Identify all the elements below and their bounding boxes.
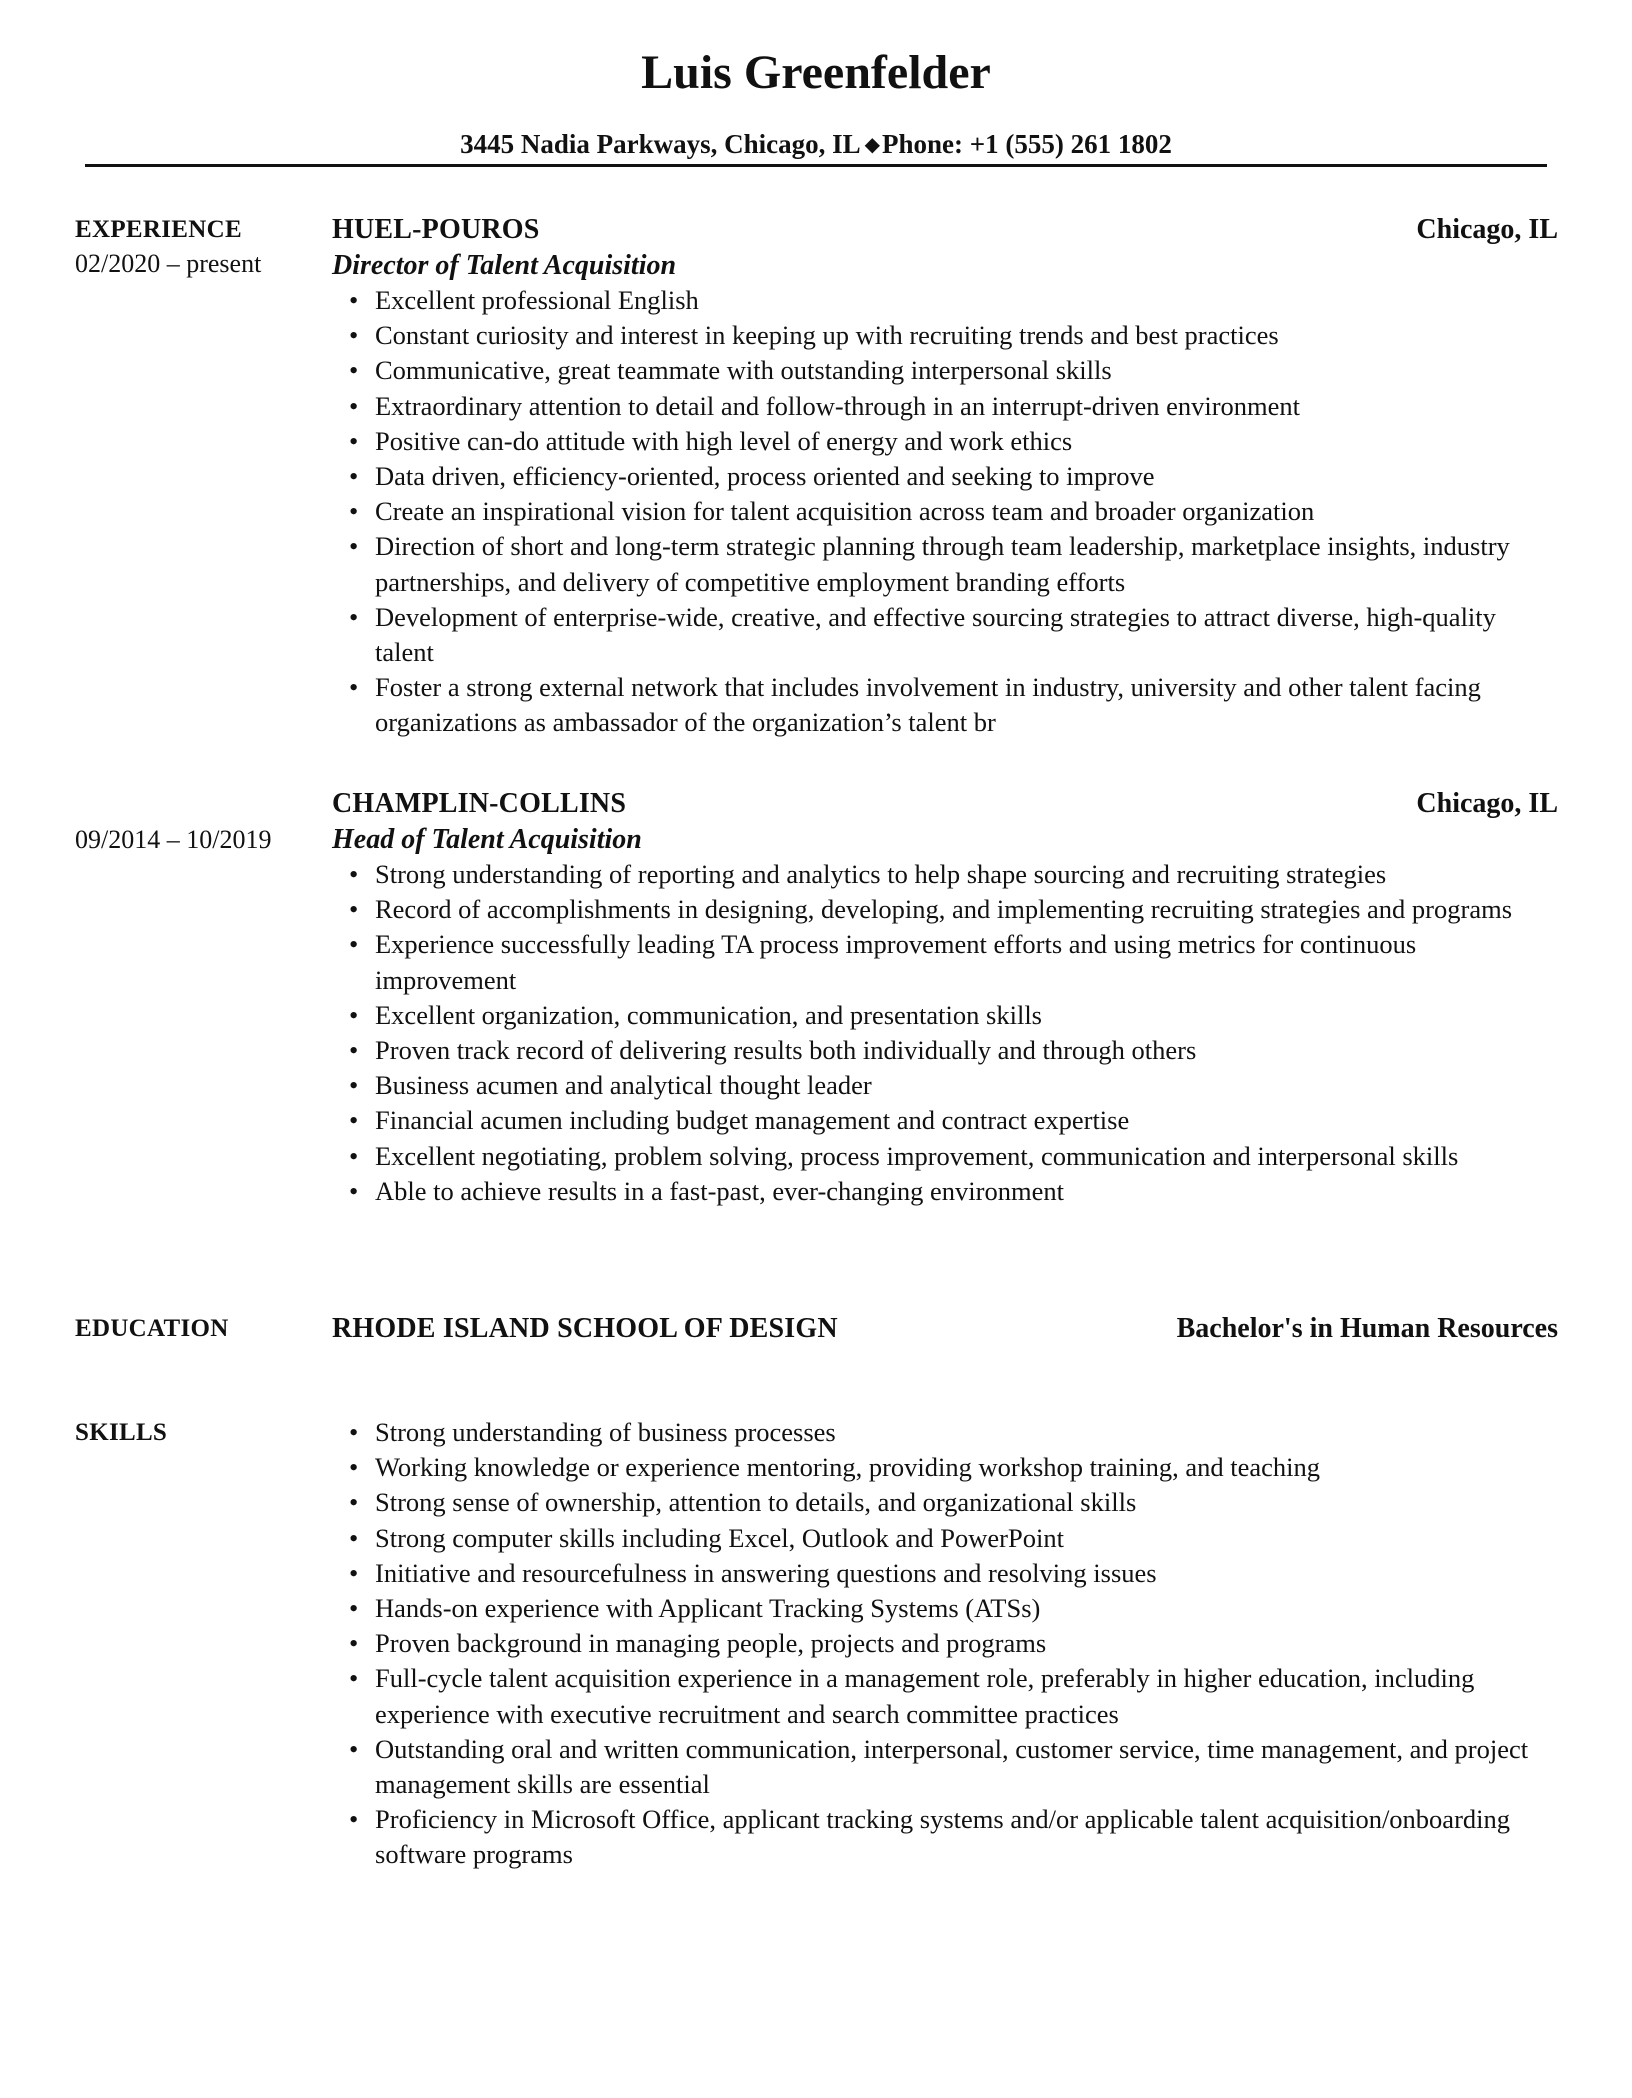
job-1-dates: 02/2020 – present [75, 249, 262, 278]
list-item: • Strong computer skills including Excel, Outlook and PowerPoint [375, 1521, 1558, 1556]
list-item: • Communicative, great teammate with outstanding interpersonal skills [375, 353, 1558, 388]
contact-phone: Phone: +1 (555) 261 1802 [882, 129, 1172, 159]
education-degree: Bachelor's in Human Resources [1176, 1313, 1558, 1344]
job-1-title: Director of Talent Acquisition [332, 250, 677, 281]
list-item: • Working knowledge or experience mentoring, providing workshop training, and teaching [375, 1450, 1558, 1485]
list-item: • Strong understanding of reporting and analytics to help shape sourcing and recruiting strategies [375, 857, 1558, 892]
job-1 [332, 212, 1558, 741]
list-item: • Proficiency in Microsoft Office, applicant tracking systems and/or applicable talent acquisition/onboarding software programs [375, 1802, 1558, 1872]
experience-heading: EXPERIENCE [75, 216, 242, 243]
list-item: • Constant curiosity and interest in keeping up with recruiting trends and best practices [375, 318, 1558, 353]
job-2-header [332, 786, 1558, 822]
list-item: • Excellent organization, communication, and presentation skills [375, 998, 1558, 1033]
job-2-title: Head of Talent Acquisition [332, 824, 642, 855]
job-2-location: Chicago, IL [1416, 788, 1558, 819]
diamond-separator-icon: ◆ [864, 134, 881, 156]
list-item: • Direction of short and long-term strategic planning through team leadership, marketplace insights, industry partnerships, and delivery of competitive employment branding efforts [375, 529, 1558, 599]
list-item: • Foster a strong external network that includes involvement in industry, university and other talent facing organizations as ambassador of the organization’s talent br [375, 670, 1558, 740]
list-item: • Proven background in managing people, projects and programs [375, 1626, 1558, 1661]
list-item: • Positive can-do attitude with high level of energy and work ethics [375, 424, 1558, 459]
list-item: • Extraordinary attention to detail and follow-through in an interrupt-driven environment [375, 389, 1558, 424]
list-item: • Hands-on experience with Applicant Tracking Systems (ATSs) [375, 1591, 1558, 1626]
job-2-company: CHAMPLIN-COLLINS [332, 788, 627, 819]
job-2 [332, 786, 1558, 1209]
education-header [332, 1311, 1558, 1347]
list-item: • Proven track record of delivering results both individually and through others [375, 1033, 1558, 1068]
job-1-header [332, 212, 1558, 248]
list-item: • Full-cycle talent acquisition experience in a management role, preferably in higher education, including experience with executive recruitment and search committee practices [375, 1661, 1558, 1731]
job-1-location: Chicago, IL [1416, 214, 1558, 245]
list-item: • Strong sense of ownership, attention to details, and organizational skills [375, 1485, 1558, 1520]
list-item: • Experience successfully leading TA process improvement efforts and using metrics for continuous improvement [375, 927, 1558, 997]
job-2-bullets [332, 857, 1558, 1209]
list-item: • Record of accomplishments in designing, developing, and implementing recruiting strategies and programs [375, 892, 1558, 927]
skills-heading: SKILLS [75, 1419, 168, 1446]
list-item: • Create an inspirational vision for talent acquisition across team and broader organization [375, 494, 1558, 529]
list-item: • Development of enterprise-wide, creative, and effective sourcing strategies to attract diverse, high-quality talent [375, 600, 1558, 670]
skills-bullets [332, 1415, 1558, 1873]
list-item: • Outstanding oral and written communication, interpersonal, customer service, time management, and project management skills are essential [375, 1732, 1558, 1802]
education-school: RHODE ISLAND SCHOOL OF DESIGN [332, 1313, 838, 1344]
list-item: • Excellent professional English [375, 283, 1558, 318]
list-item: • Excellent negotiating, problem solving, process improvement, communication and interpersonal skills [375, 1139, 1558, 1174]
job-1-company: HUEL-POUROS [332, 214, 540, 245]
list-item: • Initiative and resourcefulness in answering questions and resolving issues [375, 1556, 1558, 1591]
list-item: • Business acumen and analytical thought leader [375, 1068, 1558, 1103]
contact-line [0, 124, 1632, 165]
candidate-name: Luis Greenfelder [641, 46, 991, 99]
education-entry [332, 1311, 1558, 1347]
job-1-bullets [332, 283, 1558, 741]
contact-address: 3445 Nadia Parkways, Chicago, IL [460, 129, 861, 159]
job-2-dates: 09/2014 – 10/2019 [75, 825, 272, 854]
skills-entry [332, 1415, 1558, 1873]
education-heading: EDUCATION [75, 1315, 229, 1342]
header-divider [85, 164, 1547, 167]
list-item: • Data driven, efficiency-oriented, process oriented and seeking to improve [375, 459, 1558, 494]
list-item: • Financial acumen including budget management and contract expertise [375, 1103, 1558, 1138]
list-item: • Able to achieve results in a fast-past, ever-changing environment [375, 1174, 1558, 1209]
list-item: • Strong understanding of business processes [375, 1415, 1558, 1450]
